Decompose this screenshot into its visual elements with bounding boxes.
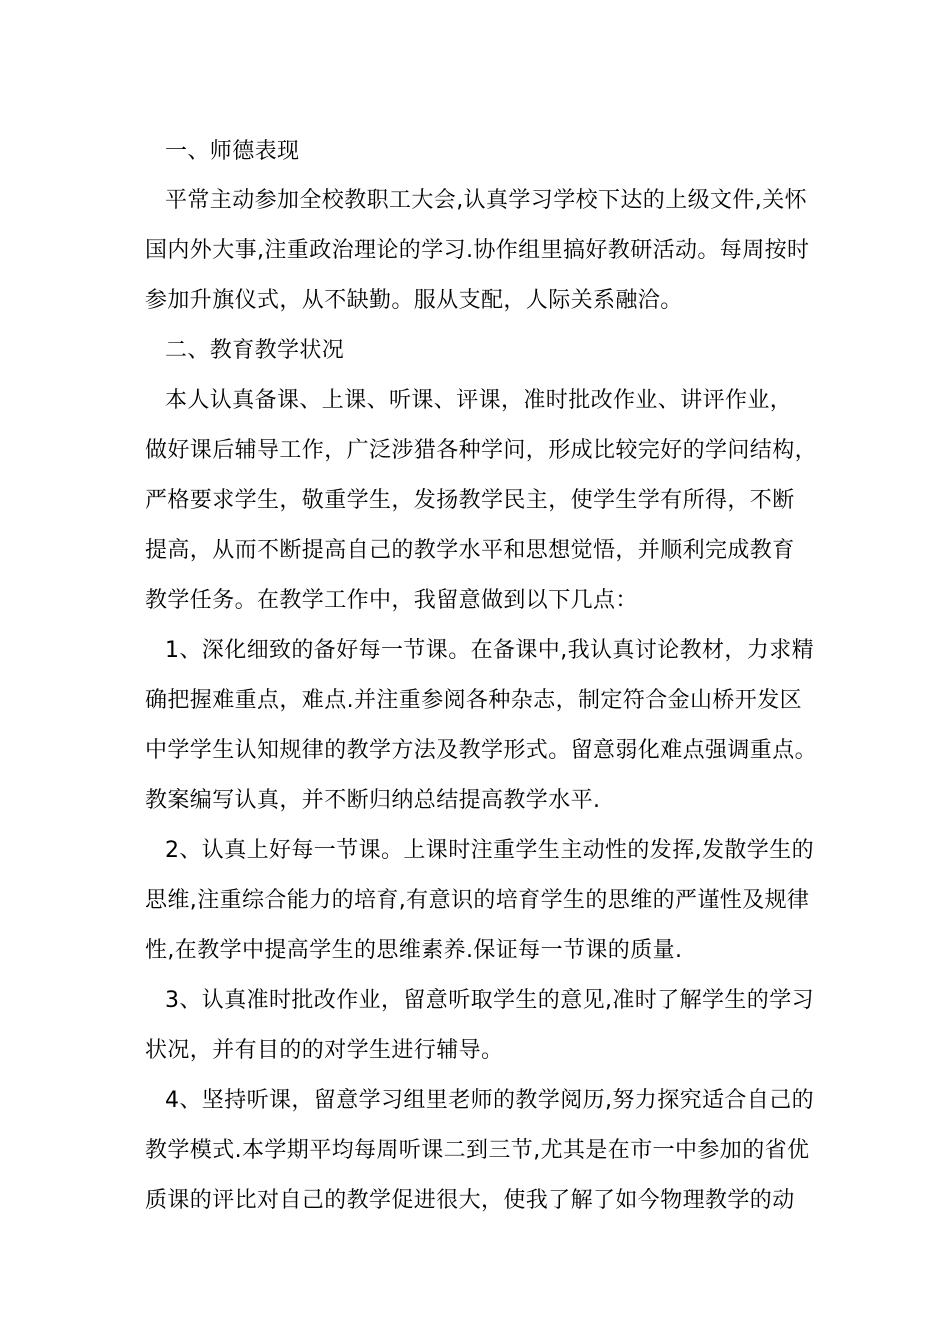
paragraph-line: 确把握难重点，难点.并注重参阅各种杂志，制定符合金山桥开发区 xyxy=(145,688,802,713)
list-item-1: 1、深化细致的备好每一节课。在备课中,我认真讨论教材，力求精 xyxy=(165,638,814,663)
paragraph-line: 状况，并有目的的对学生进行辅导。 xyxy=(145,1038,504,1063)
paragraph-line: 参加升旗仪式，从不缺勤。服从支配，人际关系融洽。 xyxy=(145,288,683,313)
paragraph-line: 平常主动参加全校教职工大会,认真学习学校下达的上级文件,关怀 xyxy=(165,188,807,213)
paragraph-line: 中学学生认知规律的教学方法及教学形式。留意弱化难点强调重点。 xyxy=(145,738,818,763)
section-heading-1: 一、师德表现 xyxy=(165,139,300,164)
paragraph-line: 性,在教学中提高学生的思维素养.保证每一节课的质量. xyxy=(145,938,683,963)
paragraph-line: 思维,注重综合能力的培育,有意识的培育学生的思维的严谨性及规律 xyxy=(145,888,810,913)
paragraph-line: 教学任务。在教学工作中，我留意做到以下几点： xyxy=(145,588,638,613)
list-item-3: 3、认真准时批改作业，留意听取学生的意见,准时了解学生的学习 xyxy=(165,988,814,1013)
paragraph-line: 做好课后辅导工作，广泛涉猎各种学问，形成比较完好的学问结构， xyxy=(145,438,818,463)
paragraph-line: 国内外大事,注重政治理论的学习.协作组里搞好教研活动。每周按时 xyxy=(145,238,810,263)
section-heading-2: 二、教育教学状况 xyxy=(165,338,345,363)
paragraph-line: 教案编写认真，并不断归纳总结提高教学水平. xyxy=(145,788,601,813)
list-item-4: 4、坚持听课，留意学习组里老师的教学阅历,努力探究适合自己的 xyxy=(165,1088,814,1113)
paragraph-line: 质课的评比对自己的教学促进很大，使我了解了如今物理教学的动 xyxy=(145,1188,795,1213)
paragraph-line: 教学模式.本学期平均每周听课二到三节,尤其是在市一中参加的省优 xyxy=(145,1138,810,1163)
paragraph-line: 严格要求学生，敬重学生，发扬教学民主，使学生学有所得，不断 xyxy=(145,488,795,513)
paragraph-line: 提高，从而不断提高自己的教学水平和思想觉悟，并顺利完成教育 xyxy=(145,538,795,563)
paragraph-line: 本人认真备课、上课、听课、评课，准时批改作业、讲评作业， xyxy=(165,388,793,413)
list-item-2: 2、认真上好每一节课。上课时注重学生主动性的发挥,发散学生的 xyxy=(165,838,814,863)
